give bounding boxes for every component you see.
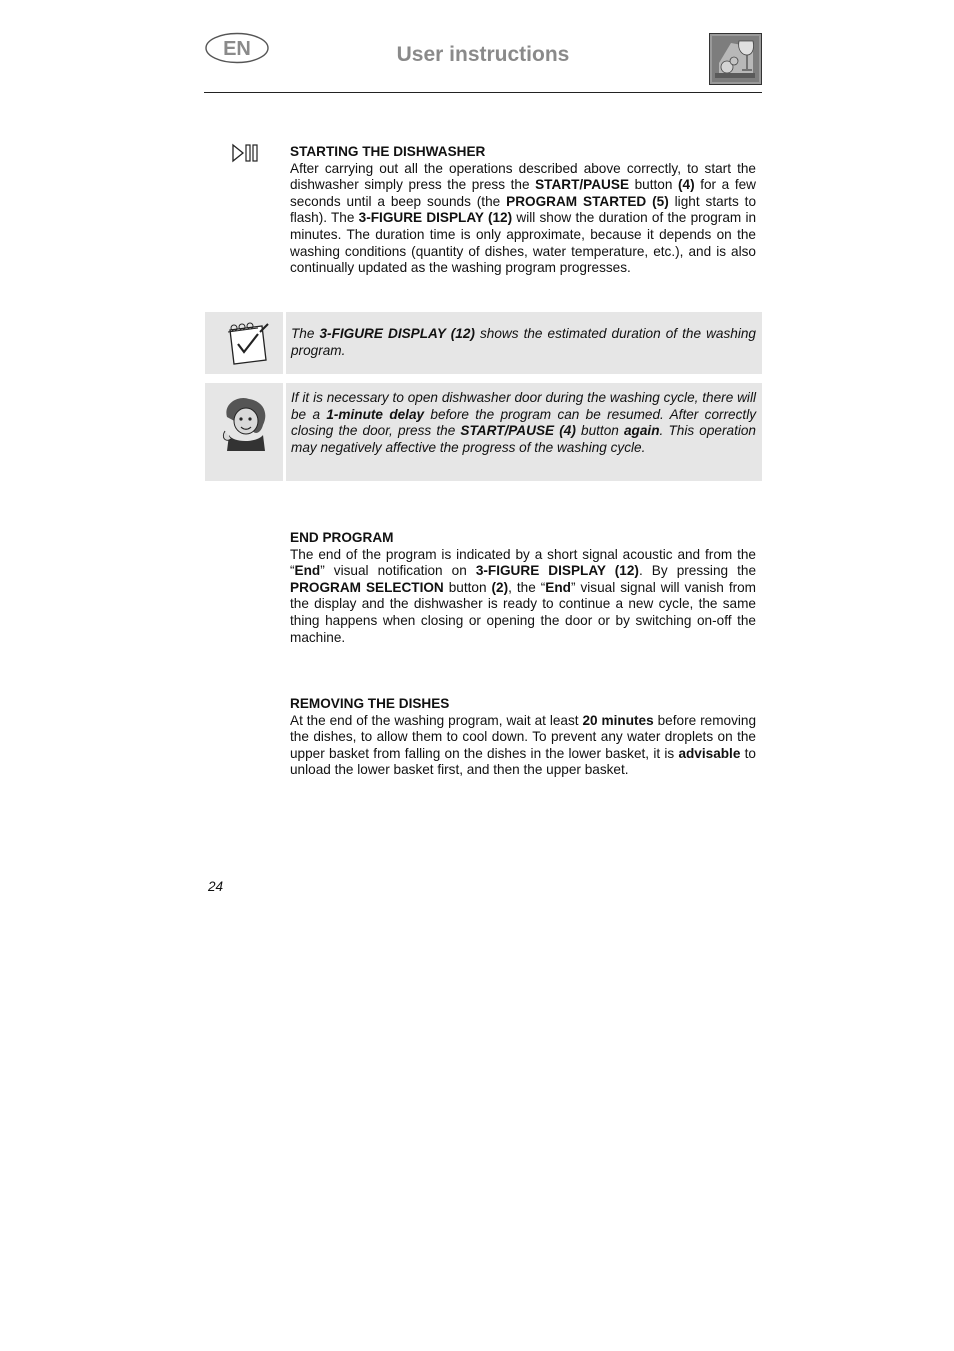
note-box-door — [205, 383, 762, 481]
text-run: before removing the dishes, to allow them to cool down. To prevent any water droplets on the upper basket from falling on the dishes in the lower basket, it is — [290, 712, 757, 761]
section-starting — [290, 144, 756, 277]
emphasis-text: advisable — [678, 745, 741, 761]
page-title: User instructions — [396, 43, 570, 66]
note-box-display — [205, 312, 762, 374]
text-run: light starts to flash). The — [290, 193, 757, 226]
notepad-check-icon — [220, 320, 270, 368]
text-run: ” visual signal will vanish from the display and the dishwasher is ready to continue a new cycle, the same thing happens when closing or opening the door or by switching on-off the machine. — [290, 579, 757, 645]
text-run: before the program can be resumed. After correctly closing the door, press the — [291, 406, 757, 439]
text-run: . This operation may negatively affective the progress of the washing cycle. — [291, 423, 756, 455]
section-title-starting: STARTING THE DISHWASHER — [290, 144, 486, 159]
text-run: After carrying out all the operations described above correctly, to start the dishwasher simply press the press the — [290, 160, 756, 193]
note-text-door — [291, 390, 756, 456]
section-removing — [290, 696, 756, 779]
section-title-removing: REMOVING THE DISHES — [290, 696, 450, 711]
text-run: . By pressing the — [638, 563, 757, 579]
text-run: will show the duration of the program in minutes. The duration time is only approximate, because it depends on the washing conditions (quantity of dishes, water temperature, etc.), and is also continually updated as the washing program progresses. — [290, 210, 757, 276]
section-end-program — [290, 530, 756, 646]
emphasis-text: 3-FIGURE DISPLAY (12) — [319, 326, 475, 341]
text-run: , the “ — [508, 579, 546, 595]
emphasis-text: 3-FIGURE DISPLAY (12) — [358, 210, 513, 226]
emphasis-text: 1-minute delay — [326, 406, 425, 422]
text-run: If it is necessary to open dishwasher door during the washing cycle, there will be a — [291, 390, 756, 422]
section-body-starting — [290, 161, 756, 277]
text-run: The end of the program is indicated by a short signal acoustic and from the “ — [290, 546, 756, 579]
note-text-display — [291, 326, 756, 359]
play-pause-icon — [231, 143, 261, 163]
text-run: button — [443, 579, 492, 595]
emphasis-text: 20 minutes — [582, 712, 654, 728]
text-run: ” visual notification on — [320, 563, 476, 579]
emphasis-text: PROGRAM STARTED (5) — [506, 193, 669, 209]
page-number: 24 — [208, 879, 224, 894]
section-title-end-program: END PROGRAM — [290, 530, 394, 545]
emphasis-text: End — [294, 563, 321, 579]
emphasis-text: (2) — [491, 579, 509, 595]
emphasis-text: (4) — [678, 177, 695, 193]
dishwasher-glasses-icon — [709, 33, 762, 85]
emphasis-text: START/PAUSE — [535, 177, 630, 193]
section-body-end-program — [290, 547, 756, 647]
emphasis-text: 3-FIGURE DISPLAY (12) — [475, 563, 639, 579]
cartoon-woman-icon — [219, 395, 271, 451]
section-body-removing — [290, 713, 756, 779]
emphasis-text: START/PAUSE (4) — [460, 423, 576, 439]
en-badge-label: EN — [223, 38, 251, 60]
text-run: button — [575, 423, 624, 439]
text-run: The — [291, 326, 320, 341]
text-run: At the end of the washing program, wait at least — [290, 712, 583, 728]
emphasis-text: PROGRAM SELECTION — [290, 579, 444, 595]
header-divider — [204, 92, 762, 93]
emphasis-text: End — [545, 579, 571, 595]
text-run: shows the estimated duration of the washing program. — [291, 326, 756, 358]
emphasis-text: again — [624, 423, 660, 439]
text-run: to unload the lower basket first, and then the upper basket. — [290, 745, 756, 778]
text-run: for a few seconds until a beep sounds (the — [290, 177, 756, 209]
text-run: button — [629, 177, 678, 193]
